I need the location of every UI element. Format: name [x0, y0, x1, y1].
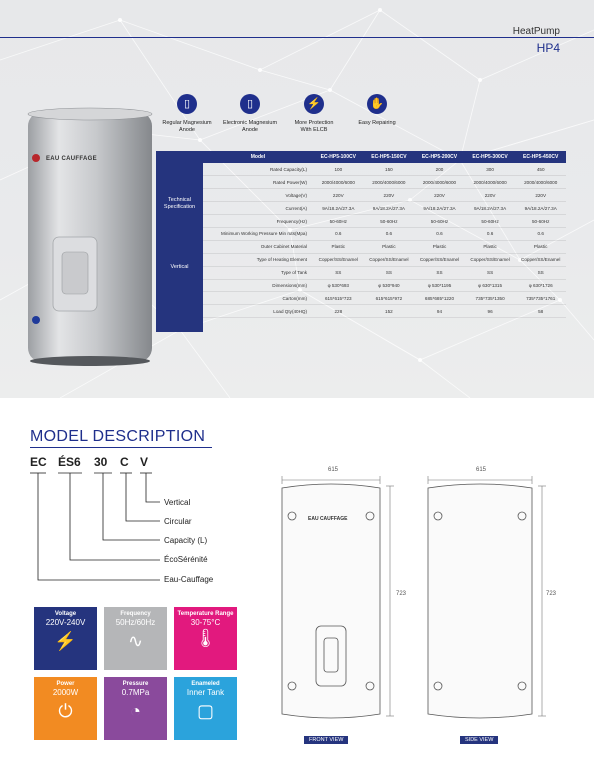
power-icon: ⏻ — [58, 701, 73, 721]
spec-row-label: Type of Tank — [203, 266, 313, 279]
tile-value: 2000W — [52, 688, 79, 697]
spec-side-orientation: Vertical — [170, 264, 189, 270]
spec-cell: Plastic — [515, 240, 566, 253]
spec-cell: 735*735*1350 — [465, 292, 516, 305]
spec-cell: 615*615*723 — [313, 292, 364, 305]
wave-icon: ∿ — [127, 631, 144, 651]
code-ec: EC — [30, 455, 47, 469]
spec-cell: 150 — [364, 163, 415, 176]
tile-value: 50Hz/60Hz — [115, 618, 156, 627]
hand-icon: ✋ — [367, 94, 387, 114]
legend-eau-cauffage: Eau-Cauffage — [164, 575, 214, 584]
spec-cell: 100 — [313, 163, 364, 176]
spec-cell: 2000/4000/6000 — [313, 176, 364, 189]
spec-row-label: Minimum Working Pressure Min ruts(Mpa) — [203, 227, 313, 240]
tile-title: Voltage — [54, 611, 77, 617]
spec-cell: SS — [414, 266, 465, 279]
feature-label: Easy Repairing — [358, 120, 396, 126]
spec-cell: 200 — [414, 163, 465, 176]
spec-table — [203, 151, 566, 318]
spec-cell: Copper/SS/Enamel — [313, 253, 364, 266]
spec-cell: Copper/SS/Enamel — [515, 253, 566, 266]
side-view-label: SIDE VIEW — [460, 736, 498, 744]
legend-circular: Circular — [164, 517, 192, 526]
spec-header-cell: EC-HP5-200CV — [414, 151, 465, 163]
spec-cell: SS — [515, 266, 566, 279]
tile-title: Enameled — [191, 681, 220, 687]
code-connector-lines — [0, 470, 240, 590]
spec-header-cell: EC-HP5-150CV — [364, 151, 415, 163]
spec-cell: 220V — [515, 189, 566, 202]
spec-row-label: Outer Cabinet Material — [203, 240, 313, 253]
technical-drawings — [270, 466, 580, 736]
spec-cell: 0.6 — [313, 227, 364, 240]
spec-cell: 0.6 — [414, 227, 465, 240]
spec-cell: 2000/4000/6000 — [364, 176, 415, 189]
spec-cell: 300 — [465, 163, 516, 176]
spec-row-label: Voltage(V) — [203, 189, 313, 202]
legend-vertical: Vertical — [164, 498, 191, 507]
spec-cell: 450 — [515, 163, 566, 176]
spec-row — [203, 240, 566, 253]
spec-row — [203, 189, 566, 202]
spec-row-label: Load Qty(40HQ) — [203, 305, 313, 318]
spec-cell: 50-60Hz — [515, 215, 566, 228]
tile-voltage — [34, 607, 97, 670]
spec-cell: 615*615*972 — [364, 292, 415, 305]
spec-cell: 9A/18.2A/27.3A — [364, 202, 415, 215]
spec-cell: 2000/4000/6000 — [515, 176, 566, 189]
spec-cell: 9A/18.2A/27.3A — [465, 202, 516, 215]
tile-power — [34, 677, 97, 740]
spec-cell: φ 530*693 — [313, 279, 364, 292]
spec-row-label: Current(A) — [203, 202, 313, 215]
spec-cell: φ 630*1315 — [465, 279, 516, 292]
spec-header-cell: EC-HP5-300CV — [465, 151, 516, 163]
spec-cell: SS — [465, 266, 516, 279]
front-height-label: 723 — [396, 591, 407, 597]
spec-header-row — [203, 151, 566, 163]
spec-header-cell: EC-HP5-100CV — [313, 151, 364, 163]
bolt-icon: ⚡ — [304, 94, 324, 114]
spec-cell: 9A/18.2A/27.3A — [414, 202, 465, 215]
spec-side-title: Technical Specification — [163, 197, 196, 210]
title-rule — [30, 447, 212, 448]
code-vertical: V — [140, 455, 149, 469]
bolt-icon: ⚡ — [54, 631, 77, 651]
front-view-label: FRONT VIEW — [304, 736, 348, 744]
side-height-label: 723 — [546, 591, 557, 597]
spec-row-label: Type of Heating Element — [203, 253, 313, 266]
spec-row — [203, 253, 566, 266]
spec-cell: 0.6 — [364, 227, 415, 240]
spec-cell: φ 630*1726 — [515, 279, 566, 292]
spec-row — [203, 266, 566, 279]
code-capacity: 30 — [94, 455, 108, 469]
header-rule — [0, 37, 594, 38]
spec-row — [203, 163, 566, 176]
tile-value: 0.7MPa — [121, 688, 150, 697]
tank-brand-logo: EAU CAUFFAGE — [46, 156, 97, 162]
spec-row — [203, 176, 566, 189]
tile-pressure — [104, 677, 167, 740]
spec-cell: 94 — [414, 305, 465, 318]
water-heater-image — [26, 106, 154, 368]
spec-cell: φ 530*1195 — [414, 279, 465, 292]
legend-capacity: Capacity (L) — [164, 536, 208, 545]
spec-row — [203, 202, 566, 215]
thermometer-icon: 🌡 — [194, 628, 217, 648]
tile-value: 30-75°C — [190, 618, 221, 627]
spec-cell: 9A/18.2A/27.3A — [313, 202, 364, 215]
spec-table-block — [156, 151, 566, 332]
spec-row-label: Frequency(Hz) — [203, 215, 313, 228]
legend-ecoserenite: ÉcoSérénité — [164, 555, 208, 564]
spec-row-label: Rated Capacity(L) — [203, 163, 313, 176]
spec-header-cell: EC-HP5-450CV — [515, 151, 566, 163]
spec-row-label: Rated Power(W) — [203, 176, 313, 189]
feature-label: More Protection With ELCB — [294, 120, 334, 133]
spec-cell: 2000/4000/6000 — [465, 176, 516, 189]
side-width-label: 615 — [476, 467, 487, 473]
code-circular: C — [120, 455, 129, 469]
spec-cell: 50-60Hz — [414, 215, 465, 228]
side-view-drawing — [428, 484, 532, 718]
spec-cell: 96 — [465, 305, 516, 318]
phone-icon: ▯ — [177, 94, 197, 114]
spec-cell: 152 — [364, 305, 415, 318]
spec-cell: Plastic — [313, 240, 364, 253]
tank-icon: ▢ — [196, 701, 214, 721]
feature-elcb — [284, 94, 344, 134]
spec-cell: 220V — [313, 189, 364, 202]
header-subtitle: HP4 — [536, 41, 560, 55]
spec-row — [203, 279, 566, 292]
spec-cell: 220V — [465, 189, 516, 202]
drawing-logo: EAU CAUFFAGE — [308, 516, 348, 522]
spec-row-label: Dimensions(mm) — [203, 279, 313, 292]
tile-temperature — [174, 607, 237, 670]
spec-cell: φ 530*940 — [364, 279, 415, 292]
spec-cell: Plastic — [465, 240, 516, 253]
code-es6: ÉS6 — [58, 455, 81, 469]
spec-cell: Copper/SS/Enamel — [364, 253, 415, 266]
spec-cell: 220V — [364, 189, 415, 202]
spec-cell: 58 — [515, 305, 566, 318]
spec-side-panel — [156, 151, 203, 332]
spec-cell: 50-60Hz — [313, 215, 364, 228]
tile-enameled — [174, 677, 237, 740]
tile-title: Frequency — [120, 611, 151, 617]
tile-frequency — [104, 607, 167, 670]
spec-cell: 220V — [414, 189, 465, 202]
spec-cell: SS — [364, 266, 415, 279]
spec-cell: 50-60Hz — [465, 215, 516, 228]
spec-row — [203, 215, 566, 228]
gauge-icon: ◔ — [130, 701, 141, 721]
feature-label: Electronic Magnesium Anode — [222, 120, 278, 133]
spec-row — [203, 227, 566, 240]
feature-label: Regular Magnesium Anode — [162, 120, 212, 133]
tile-value: 220V-240V — [45, 618, 86, 627]
feature-regular-anode — [157, 94, 217, 134]
tile-title: Power — [56, 681, 75, 687]
spec-row-label: Carton(mm) — [203, 292, 313, 305]
spec-cell: 685*685*1220 — [414, 292, 465, 305]
tile-title: Temperature Range — [177, 611, 234, 617]
spec-cell: 735*735*1761 — [515, 292, 566, 305]
spec-cell: 228 — [313, 305, 364, 318]
spec-cell: 0.6 — [515, 227, 566, 240]
spec-row — [203, 292, 566, 305]
spec-cell: 2000/4000/6000 — [414, 176, 465, 189]
front-width-label: 615 — [328, 467, 339, 473]
spec-cell: 50-60Hz — [364, 215, 415, 228]
spec-cell: 9A/18.2A/27.3A — [515, 202, 566, 215]
spec-cell: Plastic — [414, 240, 465, 253]
spec-cell: Plastic — [364, 240, 415, 253]
spec-row — [203, 305, 566, 318]
spec-cell: SS — [313, 266, 364, 279]
phone-icon: ▯ — [240, 94, 260, 114]
spec-cell: Copper/SS/Enamel — [465, 253, 516, 266]
spec-cell: Copper/SS/Enamel — [414, 253, 465, 266]
feature-electronic-anode — [220, 94, 280, 134]
feature-easy-repairing — [347, 94, 407, 127]
spec-cell: 0.6 — [465, 227, 516, 240]
header-title: HeatPump — [512, 26, 560, 37]
spec-header-model: Model — [203, 151, 313, 163]
model-description-title: MODEL DESCRIPTION — [30, 428, 206, 445]
tile-title: Pressure — [122, 681, 149, 687]
tile-value: Inner Tank — [186, 688, 225, 697]
